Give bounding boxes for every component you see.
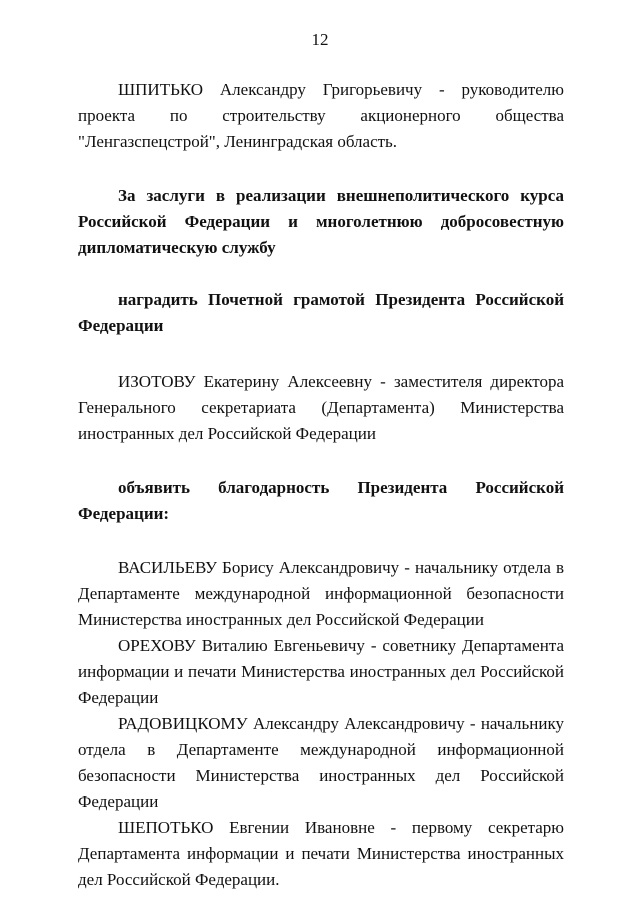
document-body (78, 77, 564, 893)
award-type-gratitude: объявить благодарность Президента Российской Федерации: (78, 478, 564, 523)
page-number: 12 (311, 30, 329, 49)
award-entry-vasiliev: ВАСИЛЬЕВУ Борису Александровичу - начальнику отдела в Департаменте международной информационной безопасности Министерства иностранных дел Российской Федерации (78, 558, 564, 629)
award-entry-shepotko: ШЕПОТЬКО Евгении Ивановне - первому секретарю Департамента информации и печати Министерства иностранных дел Российской Федерации. (78, 818, 564, 889)
award-entry-radovitsky: РАДОВИЦКОМУ Александру Александровичу - начальнику отдела в Департаменте международной информационной безопасности Министерства иностранных дел Российской Федерации (78, 714, 564, 811)
award-entry-shpitko: ШПИТЬКО Александру Григорьевичу - руководителю проекта по строительству акционерного общества "Ленгазспецстрой", Ленинградская область. (78, 80, 564, 151)
award-entry-orekhov: ОРЕХОВУ Виталию Евгеньевичу - советнику Департамента информации и печати Министерства иностранных дел Российской Федерации (78, 636, 564, 707)
merit-heading: За заслуги в реализации внешнеполитического курса Российской Федерации и многолетнюю добросовестную дипломатическую службу (78, 186, 564, 257)
award-entry-izotova: ИЗОТОВУ Екатерину Алексеевну - заместителя директора Генерального секретариата (Департамента) Министерства иностранных дел Российской Федерации (78, 372, 564, 443)
award-type-gramota: наградить Почетной грамотой Президента Российской Федерации (78, 290, 564, 335)
